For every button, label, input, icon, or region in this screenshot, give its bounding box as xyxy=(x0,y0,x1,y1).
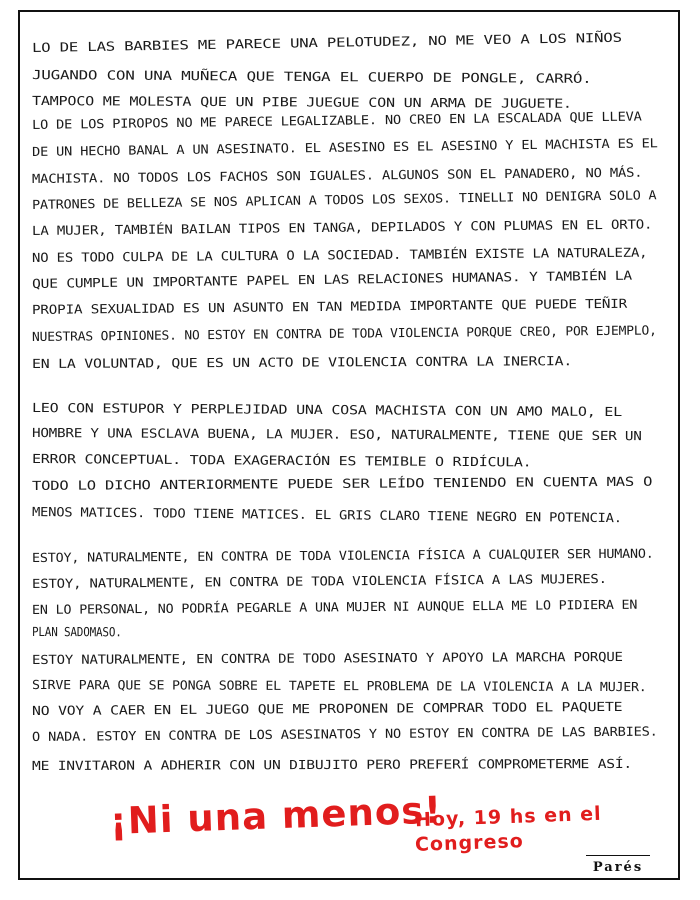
letter-line: LA MUJER, TAMBIÉN BAILAN TIPOS EN TANGA, DEPILADOS Y CON PLUMAS EN EL ORTO. xyxy=(31,216,653,238)
letter-line: DE UN HECHO BANAL A UN ASESINATO. EL ASESINO ES EL ASESINO Y EL MACHISTA ES EL xyxy=(31,135,658,159)
letter-line: PROPIA SEXUALIDAD ES UN ASUNTO EN TAN MEDIDA IMPORTANTE QUE PUEDE TEÑIR xyxy=(31,295,628,317)
letter-line: ERROR CONCEPTUAL. TODA EXAGERACIÓN ES TEMIBLE O RIDÍCULA. xyxy=(31,451,532,470)
letter-line: TODO LO DICHO ANTERIORMENTE PUEDE SER LEÍDO TENIENDO EN CUENTA MAS O xyxy=(31,473,653,493)
letter-line: TAMPOCO ME MOLESTA QUE UN PIBE JUEGUE CON UN ARMA DE JUGUETE. xyxy=(31,93,572,111)
letter-line: ME INVITARON A ADHERIR CON UN DIBUJITO PERO PREFERÍ COMPROMETERME ASÍ. xyxy=(31,755,632,773)
letter-line: ESTOY NATURALMENTE, EN CONTRA DE TODO ASESINATO Y APOYO LA MARCHA PORQUE xyxy=(31,648,623,667)
letter-line: LO DE LAS BARBIES ME PARECE UNA PELOTUDEZ, NO ME VEO A LOS NIÑOS xyxy=(31,29,622,55)
signature: Parés xyxy=(592,859,644,875)
letter-line: QUE CUMPLE UN IMPORTANTE PAPEL EN LAS RELACIONES HUMANAS. Y TAMBIÉN LA xyxy=(31,267,633,291)
letter-line: NO VOY A CAER EN EL JUEGO QUE ME PROPONEN DE COMPRAR TODO EL PAQUETE xyxy=(31,698,623,718)
letter-line: PLAN SADOMASO. xyxy=(31,624,122,640)
letter-line: HOMBRE Y UNA ESCLAVA BUENA, LA MUJER. ESO, NATURALMENTE, TIENE QUE SER UN xyxy=(31,425,642,444)
letter-line: MENOS MATICES. TODO TIENE MATICES. EL GRIS CLARO TIENE NEGRO EN POTENCIA. xyxy=(31,504,622,526)
letter-line: NUESTRAS OPINIONES. NO ESTOY EN CONTRA DE TODA VIOLENCIA PORQUE CREO, POR EJEMPLO, xyxy=(31,322,657,344)
event-place: Congreso xyxy=(414,830,525,856)
letter-line: EN LO PERSONAL, NO PODRÍA PEGARLE A UNA MUJER NI AUNQUE ELLA ME LO PIDIERA EN xyxy=(31,596,638,617)
letter-line: SIRVE PARA QUE SE PONGA SOBRE EL TAPETE EL PROBLEMA DE LA VIOLENCIA A LA MUJER. xyxy=(31,677,647,695)
letter-line: EN LA VOLUNTAD, QUE ES UN ACTO DE VIOLENCIA CONTRA LA INERCIA. xyxy=(31,353,573,371)
signature-box xyxy=(586,855,650,879)
letter-line: ESTOY, NATURALMENTE, EN CONTRA DE TODA VIOLENCIA FÍSICA A CUALQUIER SER HUMANO. xyxy=(31,545,654,565)
letter-line: LEO CON ESTUPOR Y PERPLEJIDAD UNA COSA MACHISTA CON UN AMO MALO, EL xyxy=(31,400,623,420)
letter-line: NO ES TODO CULPA DE LA CULTURA O LA SOCIEDAD. TAMBIÉN EXISTE LA NATURALEZA, xyxy=(31,244,648,265)
letter-line: PATRONES DE BELLEZA SE NOS APLICAN A TODOS LOS SEXOS. TINELLI NO DENIGRA SOLO A xyxy=(31,187,657,212)
slogan-headline: ¡Ni una menos! xyxy=(109,788,443,843)
letter-line: JUGANDO CON UNA MUÑECA QUE TENGA EL CUERPO DE PONGLE, CARRÓ. xyxy=(31,67,592,86)
letter-line: ESTOY, NATURALMENTE, EN CONTRA DE TODA VIOLENCIA FÍSICA A LAS MUJERES. xyxy=(31,570,607,591)
event-time: Hoy, 19 hs en el xyxy=(414,802,602,832)
letter-line: O NADA. ESTOY EN CONTRA DE LOS ASESINATOS Y NO ESTOY EN CONTRA DE LAS BARBIES. xyxy=(31,723,658,744)
letter-line: MACHISTA. NO TODOS LOS FACHOS SON IGUALES. ALGUNOS SON EL PANADERO, NO MÁS. xyxy=(31,164,643,186)
letter-line: LO DE LOS PIROPOS NO ME PARECE LEGALIZABLE. NO CREO EN LA ESCALADA QUE LLEVA xyxy=(31,108,642,132)
